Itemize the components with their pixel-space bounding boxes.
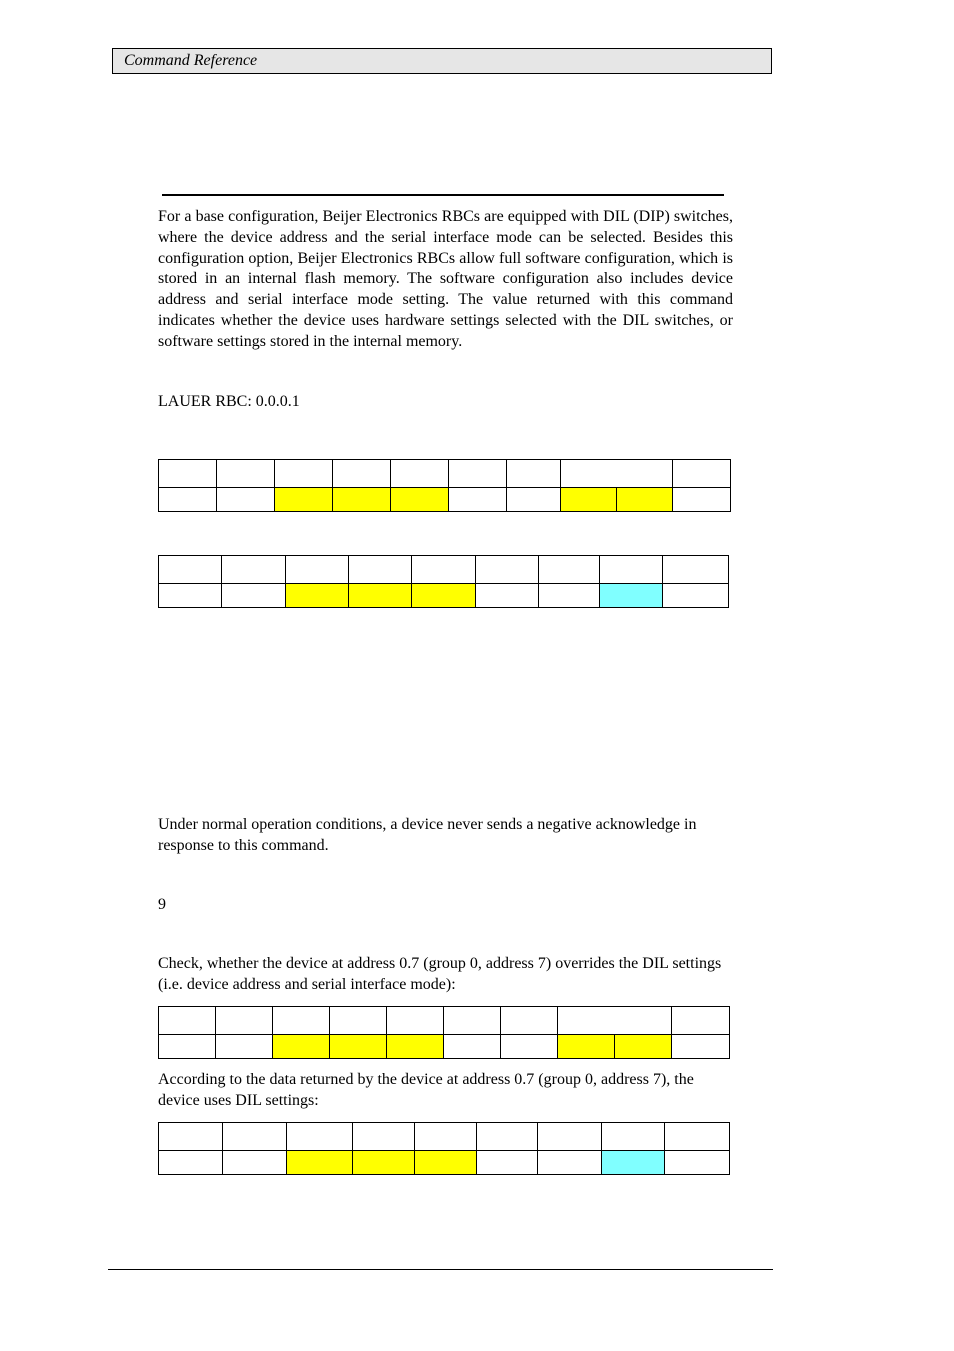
response-frame-table: [158, 555, 729, 608]
table-cell: [216, 1035, 273, 1059]
table-cell: [444, 1007, 501, 1035]
table-cell: [507, 460, 561, 488]
table-cell: [672, 1035, 730, 1059]
data-cell: [602, 1151, 665, 1175]
table-cell: [353, 1123, 415, 1151]
table-cell: [673, 460, 731, 488]
table-cell: [333, 460, 391, 488]
highlighted-cell: [273, 1035, 330, 1059]
data-cell: [600, 584, 663, 608]
table-cell: [558, 1007, 672, 1035]
header-title: Command Reference: [124, 52, 258, 69]
table-cell: [159, 1123, 223, 1151]
table-cell: [159, 1007, 216, 1035]
table-cell: [501, 1007, 558, 1035]
table-cell: [159, 460, 217, 488]
request-frame-table: [158, 459, 731, 512]
example-response-text: According to the data returned by the device at address 0.7 (group 0, address 7), the device uses DIL settings:: [158, 1071, 694, 1109]
table-cell: [476, 584, 539, 608]
table-cell: [273, 1007, 330, 1035]
table-cell: [387, 1007, 444, 1035]
nak-paragraph: Under normal operation conditions, a device never sends a negative acknowledge in response to this command.: [158, 816, 697, 854]
highlighted-cell: [287, 1151, 353, 1175]
highlighted-cell: [617, 488, 673, 512]
table-cell: [539, 556, 600, 584]
table-cell: [159, 1035, 216, 1059]
table-cell: [449, 460, 507, 488]
table-cell: [159, 556, 222, 584]
table-cell: [663, 556, 729, 584]
highlighted-cell: [275, 488, 333, 512]
table-cell: [275, 460, 333, 488]
table-cell: [159, 584, 222, 608]
table-cell: [159, 1151, 223, 1175]
section-divider: [162, 194, 724, 196]
table-cell: [539, 584, 600, 608]
table-cell: [286, 556, 349, 584]
running-header: [112, 48, 772, 74]
highlighted-cell: [333, 488, 391, 512]
table-cell: [222, 584, 286, 608]
highlighted-cell: [387, 1035, 444, 1059]
table-cell: [349, 556, 412, 584]
highlighted-cell: [349, 584, 412, 608]
table-cell: [602, 1123, 665, 1151]
highlighted-cell: [391, 488, 449, 512]
table-cell: [600, 556, 663, 584]
highlighted-cell: [353, 1151, 415, 1175]
table-cell: [287, 1123, 353, 1151]
table-cell: [159, 488, 217, 512]
table-cell: [477, 1123, 538, 1151]
table-cell: [501, 1035, 558, 1059]
table-cell: [538, 1123, 602, 1151]
table-cell: [391, 460, 449, 488]
table-cell: [223, 1123, 287, 1151]
example-request-text: Check, whether the device at address 0.7 (group 0, address 7) overrides the DIL settings (i.e. device address and serial interface mode):: [158, 955, 722, 993]
table-cell: [672, 1007, 730, 1035]
table-cell: [477, 1151, 538, 1175]
example-request-table: [158, 1006, 730, 1059]
table-cell: [415, 1123, 477, 1151]
version-info: LAUER RBC: 0.0.0.1: [158, 393, 300, 410]
table-cell: [673, 488, 731, 512]
footer-rule: [108, 1269, 773, 1270]
table-cell: [216, 1007, 273, 1035]
table-cell: [412, 556, 476, 584]
highlighted-cell: [615, 1035, 672, 1059]
table-cell: [561, 460, 673, 488]
table-cell: [444, 1035, 501, 1059]
highlighted-cell: [286, 584, 349, 608]
table-cell: [223, 1151, 287, 1175]
table-cell: [507, 488, 561, 512]
table-cell: [665, 1151, 730, 1175]
table-cell: [538, 1151, 602, 1175]
description-paragraph: For a base configuration, Beijer Electronics RBCs are equipped with DIL (DIP) switches, where the device address and the serial interface mode can be selected. Besides this configuration option, Beijer Electronics RBCs allow full software configuration, which is stored in an internal flash memory. The software configuration also includes device address and serial interface mode setting. The value returned with this command indicates whether the device uses hardware settings selected with the DIL switches, or software settings stored in the internal memory.: [158, 208, 733, 350]
highlighted-cell: [415, 1151, 477, 1175]
highlighted-cell: [330, 1035, 387, 1059]
table-cell: [222, 556, 286, 584]
table-cell: [449, 488, 507, 512]
table-cell: [665, 1123, 730, 1151]
numeric-value: 9: [158, 896, 166, 913]
table-cell: [330, 1007, 387, 1035]
table-cell: [663, 584, 729, 608]
table-cell: [476, 556, 539, 584]
table-cell: [217, 460, 275, 488]
highlighted-cell: [558, 1035, 615, 1059]
table-cell: [217, 488, 275, 512]
highlighted-cell: [561, 488, 617, 512]
highlighted-cell: [412, 584, 476, 608]
example-response-table: [158, 1122, 730, 1175]
